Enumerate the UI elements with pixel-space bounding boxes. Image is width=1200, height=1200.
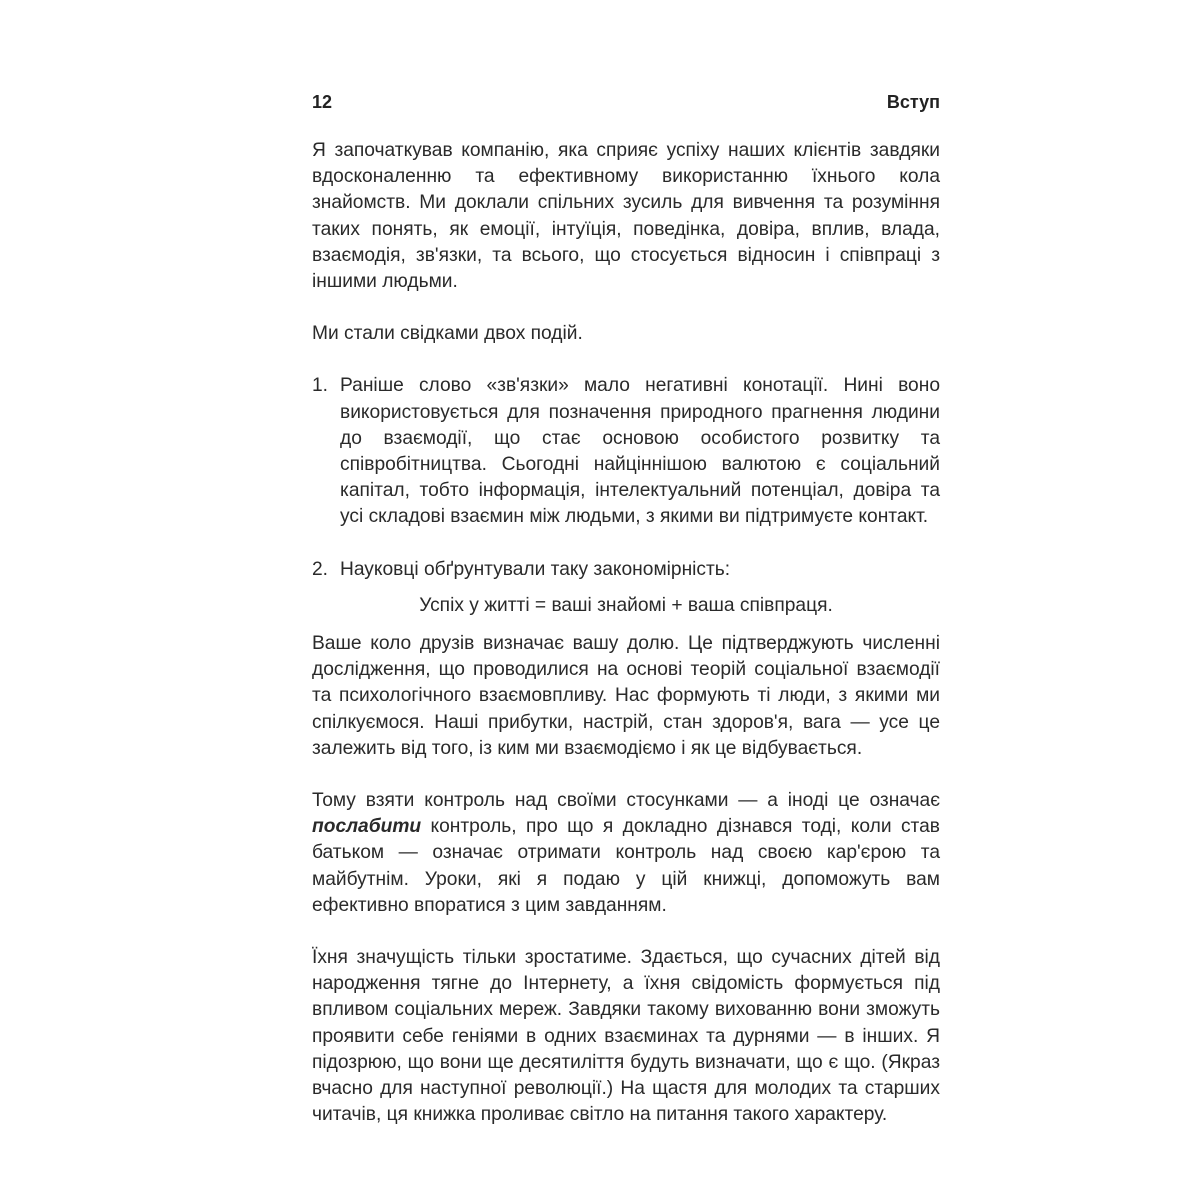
emphasis-word: послабити xyxy=(312,816,422,838)
paragraph-intro: Я започаткував компанію, яка сприяє успіху наших клієнтів завдяки вдосконаленню та ефективному використанню їхнього кола знайомств. Ми доклали спільних зусиль для вивчення та розуміння таких понять, як емоції, інтуїція, поведінка, довіра, вплив, влада, взаємодія, зв'язки, та всього, що стосується відносин і співпраці з іншими людьми. xyxy=(312,140,940,293)
running-head xyxy=(312,84,940,116)
list-number: 2. xyxy=(312,558,329,580)
book-page xyxy=(312,84,940,1129)
paragraph-control-end: контроль, про що я докладно дізнався тоді, коли став батьком — означає отримати контроль над своєю кар'єрою та майбутнім. Уроки, які я подаю у цій книжці, допоможуть вам ефективно впоратися з цим завданням. xyxy=(312,816,940,916)
paragraph-friends: Ваше коло друзів визначає вашу долю. Це підтверджують численні дослідження, що проводилися на основі теорій соціальної взаємодії та психологічного взаємовпливу. Нас формують ті люди, з якими ми спілкуємося. Наші прибутки, настрій, стан здоров'я, вага — усе це залежить від того, із ким ми взаємодіємо і як це відбувається. xyxy=(312,633,940,759)
formula: Успіх у житті = ваші знайомі + ваша співпраця. xyxy=(419,594,833,616)
list-item xyxy=(312,373,940,530)
paragraph-control xyxy=(312,788,940,919)
paragraph-events: Ми стали свідками двох подій. xyxy=(312,323,583,345)
paragraph-significance: Їхня значущість тільки зростатиме. Здається, що сучасних дітей від народження тягне до Інтернету, а їхня свідомість формується під впливом соціальних мереж. Завдяки такому вихованню вони зможуть проявити себе геніями в одних взаєминах та дурнями — в інших. Я підозрюю, що вони ще десятиліття будуть визначати, що є що. (Якраз вчасно для наступної революції.) На щастя для молодих та старших читачів, ця книжка проливає світло на питання такого характеру. xyxy=(312,947,940,1126)
list-number: 1. xyxy=(312,375,329,397)
page-number: 12 xyxy=(312,92,333,112)
list-text: Раніше слово «зв'язки» мало негативні конотації. Нині воно використовується для позначення природного прагнення людини до взаємодії, що стає основою особистого розвитку та співробітництва. Сьогодні найціннішою валютою є соціальний капітал, тобто інформація, інтелектуальний потенціал, довіра та усі складові взаємин між людьми, з якими ви підтримуєте контакт. xyxy=(340,375,940,528)
section-title: Вступ xyxy=(886,92,940,112)
paragraph-control-start: Тому взяти контроль над своїми стосунками — а іноді це означає xyxy=(312,790,940,812)
body-text xyxy=(312,138,940,1129)
list-text: Науковці обґрунтували таку закономірність: xyxy=(340,558,731,580)
list-item xyxy=(312,557,940,583)
